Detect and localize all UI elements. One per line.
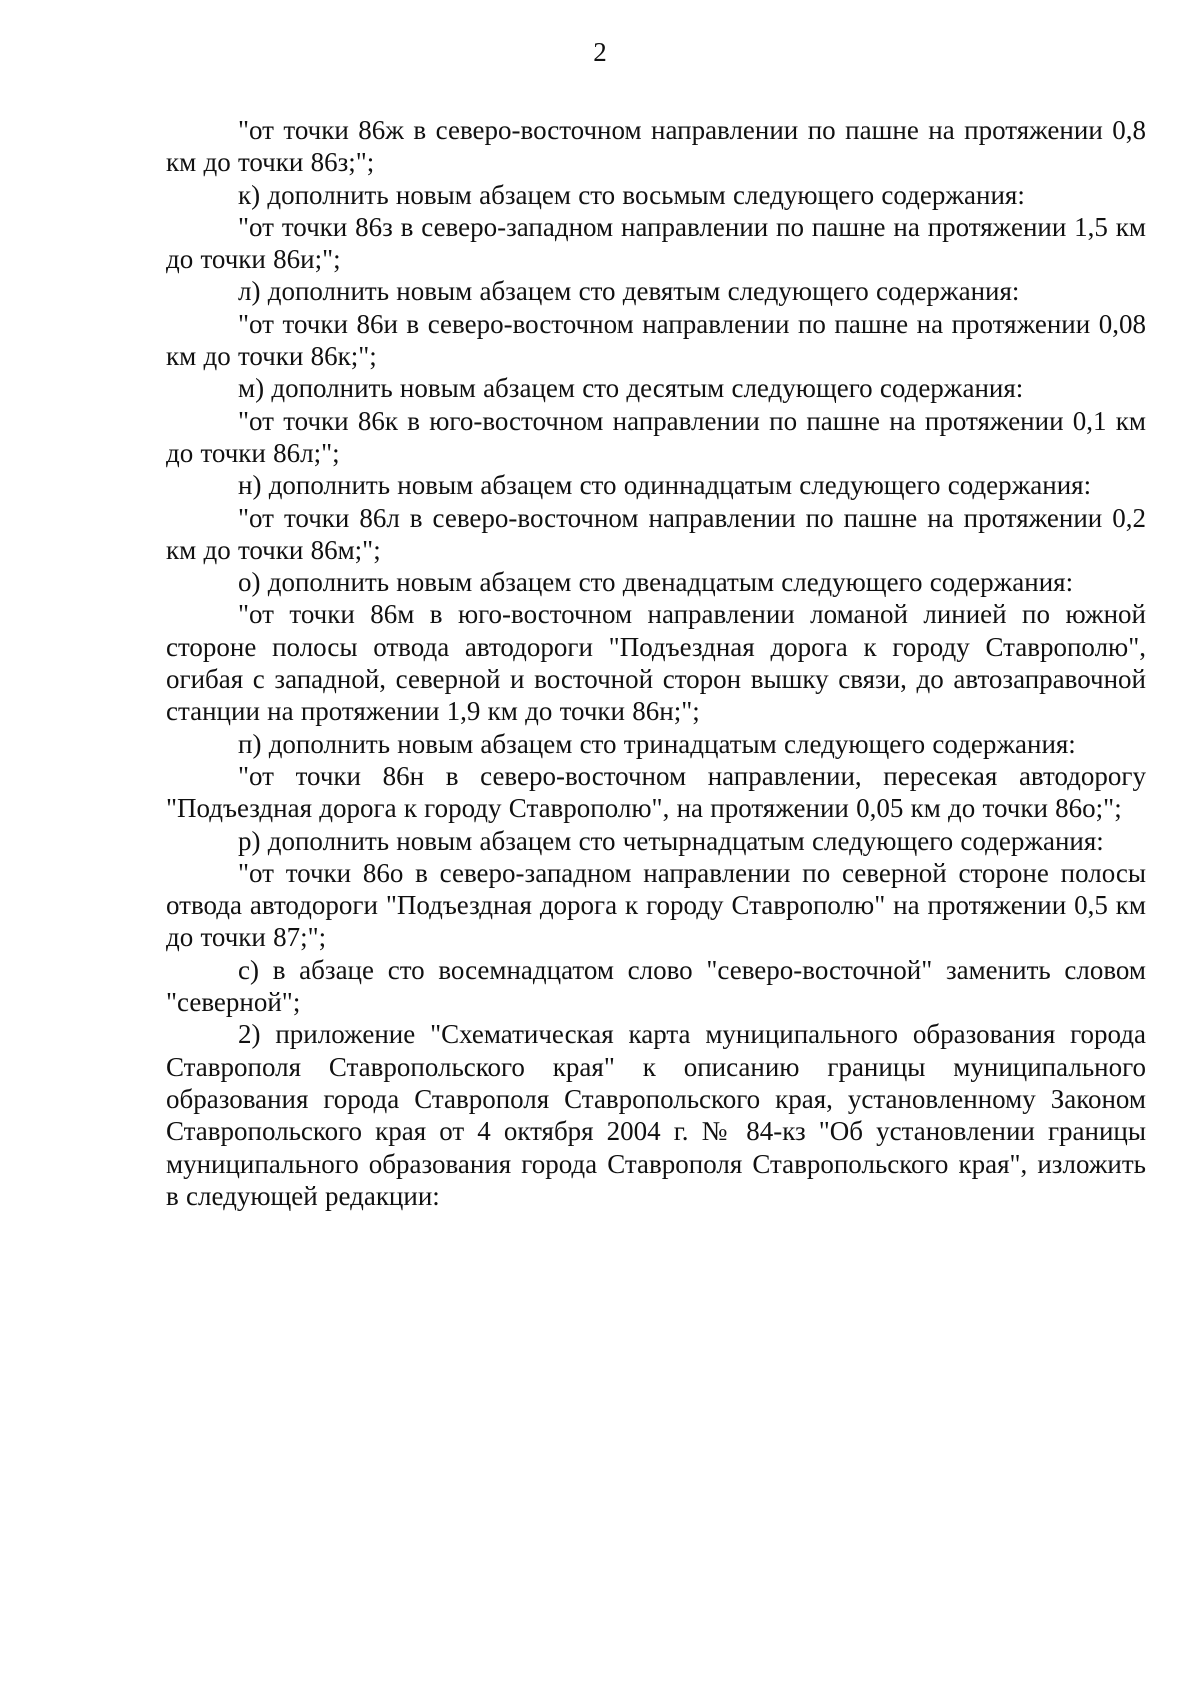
page-number: 2 — [593, 37, 607, 67]
paragraph-point-86l: "от точки 86л в северо-восточном направлении по пашне на протяжении 0,2 км до точки 86м;"; — [166, 502, 1146, 565]
paragraph-point-86m: "от точки 86м в юго-восточном направлении ломаной линией по южной стороне полосы отвода автодороги "Подъездная дорога к городу Ставрополю", огибая с западной, северной и восточной сторон вышку связи, до автозаправочной станции на протяжении 1,9 км до точки 86н;"; — [166, 599, 1146, 727]
paragraph-point-86zh: "от точки 86ж в северо-восточном направлении по пашне на протяжении 0,8 км до точки 86з;"; — [166, 115, 1146, 178]
paragraph-item-k: к) дополнить новым абзацем сто восьмым следующего содержания: — [238, 179, 1025, 210]
paragraph-item-m: м) дополнить новым абзацем сто десятым следующего содержания: — [238, 373, 1024, 404]
paragraph-item-l: л) дополнить новым абзацем сто девятым следующего содержания: — [238, 276, 1020, 307]
paragraph-point-86k: "от точки 86к в юго-восточном направлении по пашне на протяжении 0,1 км до точки 86л;"; — [166, 405, 1146, 468]
paragraph-point-86n: "от точки 86н в северо-восточном направлении, пересекая автодорогу "Подъездная дорога к городу Ставрополю", на протяжении 0,05 км до точки 86о;"; — [166, 760, 1146, 824]
document-body — [166, 114, 1146, 1212]
paragraph-point-86o: "от точки 86о в северо-западном направлении по северной стороне полосы отвода автодороги "Подъездная дорога к городу Ставрополю" на протяжении 0,5 км до точки 87;"; — [166, 857, 1146, 953]
paragraph-item-o: о) дополнить новым абзацем сто двенадцатым следующего содержания: — [238, 567, 1074, 598]
paragraph-item-n: н) дополнить новым абзацем сто одиннадцатым следующего содержания: — [238, 470, 1092, 501]
paragraph-point-86i: "от точки 86и в северо-восточном направлении по пашне на протяжении 0,08 км до точки 86к;"; — [166, 308, 1146, 372]
paragraph-item-p: п) дополнить новым абзацем сто тринадцатым следующего содержания: — [238, 728, 1076, 759]
paragraph-item-r: р) дополнить новым абзацем сто четырнадцатым следующего содержания: — [238, 825, 1104, 856]
paragraph-point-86z: "от точки 86з в северо-западном направлении по пашне на протяжении 1,5 км до точки 86и;"; — [166, 211, 1146, 275]
paragraph-item-2: 2) приложение "Схематическая карта муниципального образования города Ставрополя Ставропольского края" к описанию границы муниципального образования города Ставрополя Ставропольского края, установленному Законом Ставропольского края от 4 октября 2004 г. № 84-кз "Об установлении границы муниципального образования города Ставрополя Ставропольского края", изложить в следующей редакции: — [166, 1019, 1146, 1211]
paragraph-item-s: с) в абзаце сто восемнадцатом слово "северо-восточной" заменить словом "северной"; — [166, 954, 1146, 1018]
